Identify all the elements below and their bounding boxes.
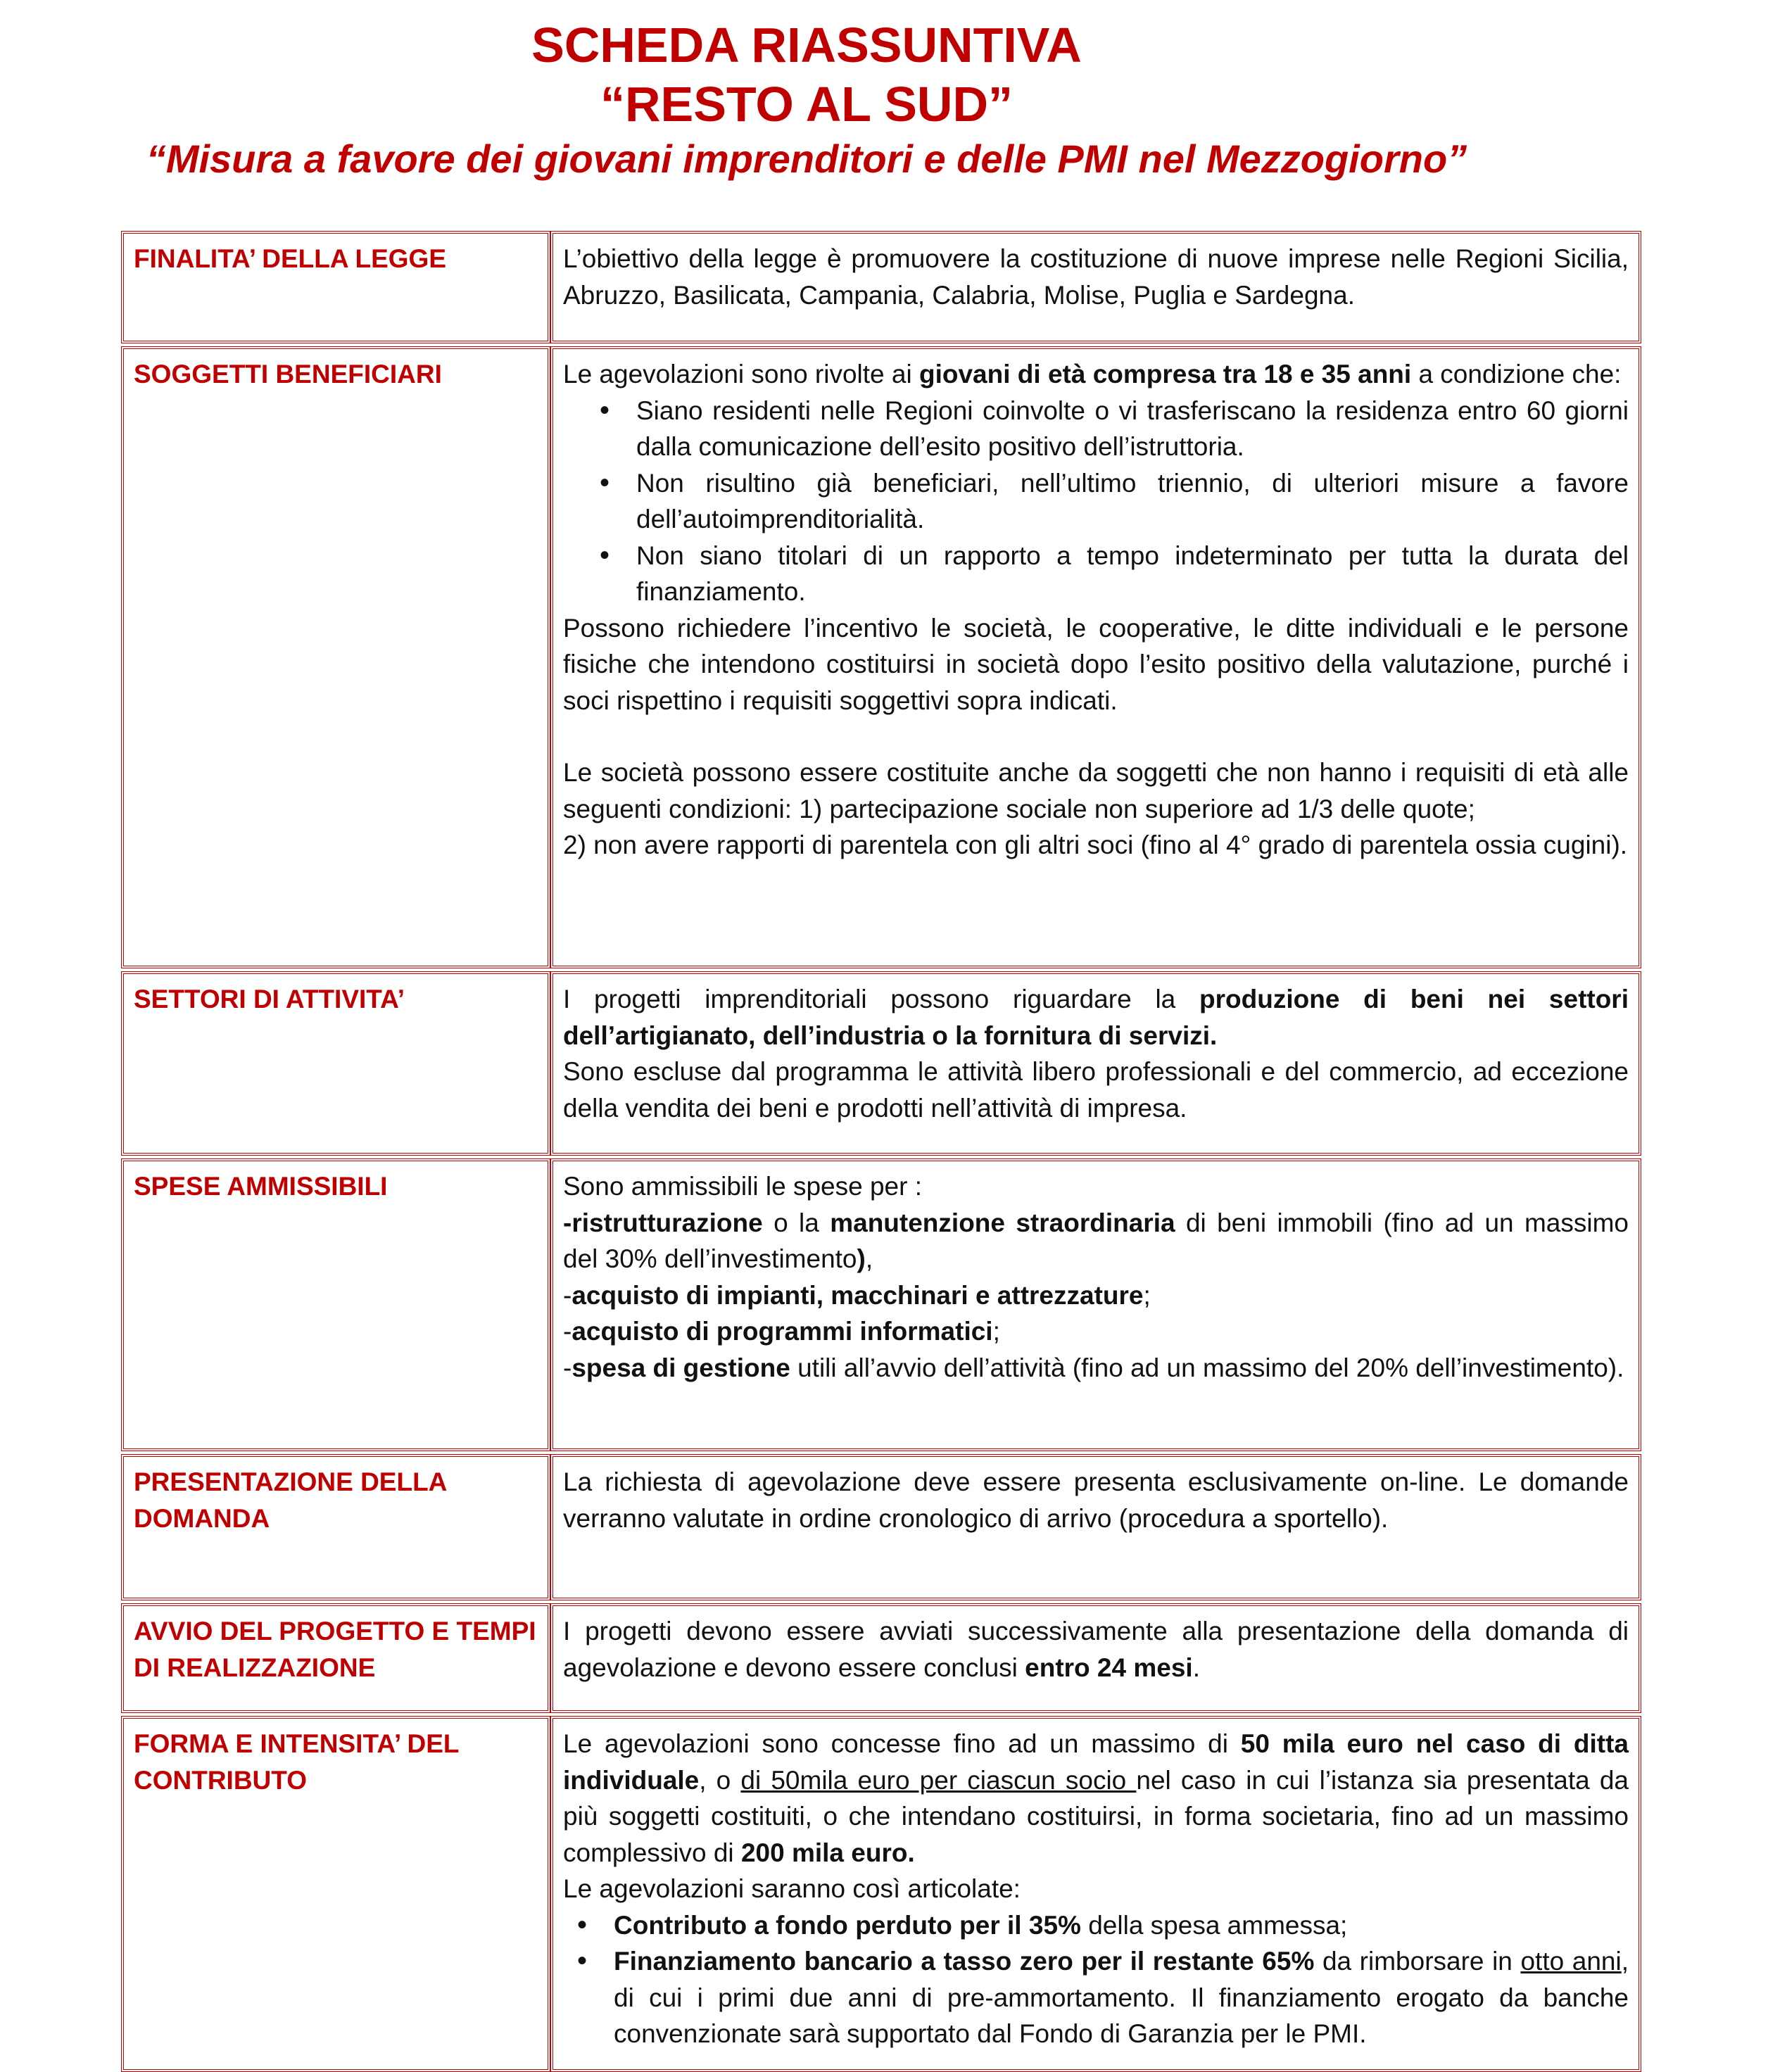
summary-table [121,231,1641,2072]
document-title [0,15,1691,134]
row-spese [121,1158,1641,1451]
bullet-icon: • [577,1909,588,1940]
document-subtitle: “Misura a favore dei giovani imprenditori e delle PMI nel Mezzogiorno” [146,137,1467,181]
row-label: FORMA E INTENSITA’ DEL CONTRIBUTO [121,1716,550,2072]
row-content [550,1454,1641,1600]
row-label: AVVIO DEL PROGETTO E TEMPI DI REALIZZAZIONE [121,1603,550,1713]
paragraph: 2) non avere rapporti di parentela con gli altri soci (fino al 4° grado di parentela ossia cugini). [563,830,1628,859]
row-content [550,1158,1641,1451]
list-item: • Contributo a fondo perduto per il 35% della spesa ammessa; [614,1907,1629,1944]
row-label: PRESENTAZIONE DELLA DOMANDA [121,1454,550,1600]
expense-item: -ristrutturazione o la manutenzione straordinaria di beni immobili (fino ad un massimo del 30% dell’investimento), [563,1208,1629,1273]
title-line-2: “RESTO AL SUD” [600,77,1013,132]
paragraph: Le società possono essere costituite anche da soggetti che non hanno i requisiti di età alle seguenti condizioni: 1) partecipazione sociale non superiore ad 1/3 delle quote; [563,758,1629,823]
list-item: • Finanziamento bancario a tasso zero per il restante 65% da rimborsare in otto anni, di cui i primi due anni di pre-ammortamento. Il finanziamento erogato da banche convenzionate sarà supportato dal Fondo di Garanzia per le PMI. [614,1943,1629,2052]
row-settori [121,971,1641,1156]
paragraph: La richiesta di agevolazione deve essere presenta esclusivamente on-line. Le domande verranno valutate in ordine cronologico di arrivo (procedura a sportello). [563,1467,1629,1533]
row-content [550,1716,1641,2072]
paragraph: Le agevolazioni sono rivolte ai giovani di età compresa tra 18 e 35 anni a condizione che: [563,360,1622,388]
row-finalita [121,231,1641,343]
row-avvio [121,1603,1641,1713]
row-content [550,346,1641,968]
bullet-icon: • [577,1945,588,1976]
paragraph: I progetti devono essere avviati successivamente alla presentazione della domanda di agevolazione e devono essere conclusi entro 24 mesi. [563,1617,1629,1682]
bullet-icon: • [600,539,610,571]
paragraph: I progetti imprenditoriali possono riguardare la produzione di beni nei settori dell’artigianato, dell’industria o la fornitura di servizi. [563,985,1629,1050]
bullet-icon: • [600,394,610,426]
row-presentazione [121,1454,1641,1600]
row-label: FINALITA’ DELLA LEGGE [121,231,550,343]
row-label: SPESE AMMISSIBILI [121,1158,550,1451]
document-header [0,15,1768,182]
list-item: • Non siano titolari di un rapporto a tempo indeterminato per tutta la durata del finanziamento. [636,538,1629,610]
paragraph: L’obiettivo della legge è promuovere la costituzione di nuove imprese nelle Regioni Sicilia, Abruzzo, Basilicata, Campania, Calabria, Molise, Puglia e Sardegna. [563,244,1629,310]
paragraph: Le agevolazioni saranno così articolate: [563,1874,1021,1903]
row-label: SOGGETTI BENEFICIARI [121,346,550,968]
expense-item: -acquisto di programmi informatici; [563,1317,1000,1346]
paragraph: Possono richiedere l’incentivo le società, le cooperative, le ditte individuali e le persone fisiche che intendono costituirsi in società dopo l’esito positivo della valutazione, purché i soci rispettino i requisiti soggettivi sopra indicati. [563,613,1629,715]
row-label: SETTORI DI ATTIVITA’ [121,971,550,1156]
row-soggetti [121,346,1641,968]
expense-item: -spesa di gestione utili all’avvio dell’attività (fino ad un massimo del 20% dell’investimento). [563,1353,1624,1382]
expense-item: -acquisto di impianti, macchinari e attrezzature; [563,1280,1151,1310]
row-content [550,231,1641,343]
row-content [550,1603,1641,1713]
bullet-list [563,1907,1629,2052]
bullet-list [563,393,1629,610]
bullet-icon: • [600,467,610,498]
row-content [550,971,1641,1156]
title-line-1: SCHEDA RIASSUNTIVA [531,18,1082,72]
paragraph: Sono escluse dal programma le attività libero professionali e del commercio, ad eccezione della vendita dei beni e prodotti nell’attività di impresa. [563,1057,1629,1123]
list-item: • Siano residenti nelle Regioni coinvolte o vi trasferiscano la residenza entro 60 giorni dalla comunicazione dell’esito positivo dell’istruttoria. [636,393,1629,465]
list-item: • Non risultino già beneficiari, nell’ultimo triennio, di ulteriori misure a favore dell’autoimprenditorialità. [636,465,1629,538]
row-forma [121,1716,1641,2072]
paragraph: Sono ammissibili le spese per : [563,1172,922,1201]
paragraph: Le agevolazioni sono concesse fino ad un massimo di 50 mila euro nel caso di ditta individuale, o di 50mila euro per ciascun socio nel caso in cui l’istanza sia presentata da più soggetti costituiti, o che intendano costituirsi, in forma societaria, fino ad un massimo complessivo di 200 mila euro. [563,1729,1629,1867]
